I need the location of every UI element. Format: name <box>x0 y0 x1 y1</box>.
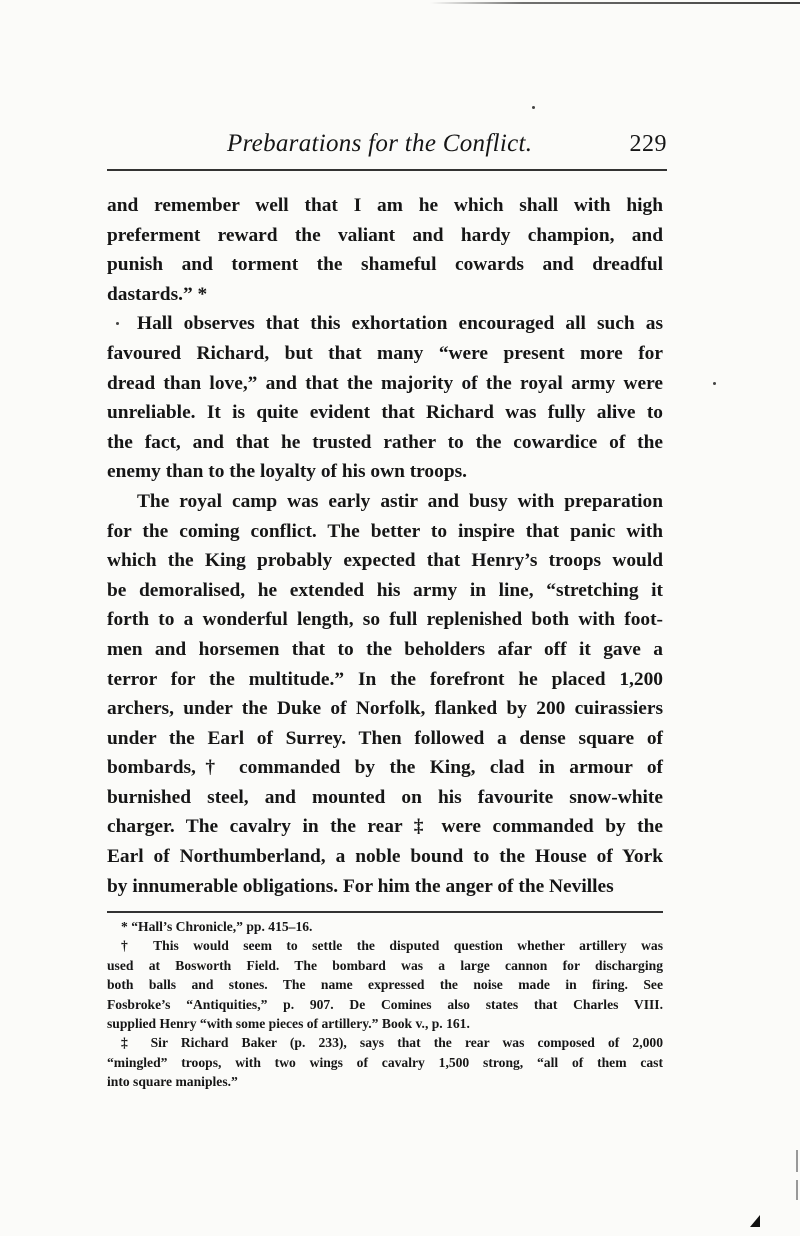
scan-artifact-line <box>430 2 800 4</box>
text-line: Hall observes that this exhortation encouraged all such as <box>137 313 663 335</box>
text-line: punish and torment the shameful cowards and dreadful <box>107 254 663 276</box>
text-line: archers, under the Duke of Norfolk, flanked by 200 cuirassiers <box>107 698 663 720</box>
footnote-line: into square maniples.” <box>107 1074 238 1090</box>
text-line: forth to a wonderful length, so full replenished both with foot- <box>107 609 663 631</box>
text-line: under the Earl of Surrey. Then followed a dense square of <box>107 727 663 749</box>
footnote-line: used at Bosworth Field. The bombard was a large cannon for discharging <box>107 957 663 973</box>
page-header <box>107 128 667 164</box>
text-line: by innumerable obligations. For him the anger of the Nevilles <box>107 875 614 897</box>
paragraph <box>107 191 663 309</box>
header-rule <box>107 169 667 171</box>
text-line: burnished steel, and mounted on his favourite snow-white <box>107 786 663 808</box>
footnote <box>107 1033 663 1091</box>
running-title: Prebarations for the Conflict. <box>227 130 533 157</box>
paragraph <box>107 309 663 487</box>
text-line: the fact, and that he trusted rather to the cowardice of the <box>107 431 663 453</box>
text-line: dastards.” * <box>107 283 208 305</box>
text-line: charger. The cavalry in the rear ‡ were commanded by the <box>107 816 663 838</box>
footnote-line: Fosbroke’s “Antiquities,” p. 907. De Comines also states that Charles VIII. <box>107 996 663 1012</box>
body-text <box>107 191 663 901</box>
footnote-rule <box>107 911 663 913</box>
footnote-line: ‡ Sir Richard Baker (p. 233), says that the rear was composed of 2,000 <box>121 1035 663 1051</box>
scan-speck <box>713 382 716 385</box>
footnote <box>107 936 663 1033</box>
text-line: be demoralised, he extended his army in line, “stretching it <box>107 579 663 601</box>
text-line: The royal camp was early astir and busy with preparation <box>137 490 663 512</box>
scan-speck <box>116 322 119 325</box>
scan-edge-mark <box>796 1150 798 1172</box>
footnote-line: supplied Henry “with some pieces of artillery.” Book v., p. 161. <box>107 1015 470 1031</box>
text-line: bombards,† commanded by the King, clad in armour of <box>107 757 663 779</box>
text-line: terror for the multitude.” In the forefront he placed 1,200 <box>107 668 663 690</box>
footnote-line: both balls and stones. The name expressed the noise made in firing. See <box>107 977 663 993</box>
paragraph <box>107 487 663 901</box>
scan-speck <box>532 106 535 109</box>
footnote-line: * “Hall’s Chronicle,” pp. 415–16. <box>121 919 313 934</box>
text-line: preferment reward the valiant and hardy champion, and <box>107 224 663 246</box>
text-line: men and horsemen that to the beholders afar off it gave a <box>107 638 663 660</box>
text-line: enemy than to the loyalty of his own troops. <box>107 461 467 483</box>
text-line: favoured Richard, but that many “were present more for <box>107 342 663 364</box>
footnotes <box>107 917 663 1092</box>
page-number: 229 <box>629 131 667 157</box>
scan-edge-mark <box>796 1180 798 1200</box>
text-line: Earl of Northumberland, a noble bound to the House of York <box>107 846 663 868</box>
text-line: dread than love,” and that the majority of the royal army were <box>107 372 663 394</box>
footnote-line: “mingled” troops, with two wings of cavalry 1,500 strong, “all of them cast <box>107 1054 663 1070</box>
text-line: and remember well that I am he which shall with high <box>107 195 663 216</box>
footnote <box>107 917 663 936</box>
text-line: for the coming conflict. The better to inspire that panic with <box>107 520 663 542</box>
text-line: unreliable. It is quite evident that Richard was fully alive to <box>107 402 663 424</box>
page-corner-mark <box>750 1215 760 1227</box>
text-line: which the King probably expected that Henry’s troops would <box>107 550 663 572</box>
footnote-line: † This would seem to settle the disputed question whether artillery was <box>121 938 663 954</box>
